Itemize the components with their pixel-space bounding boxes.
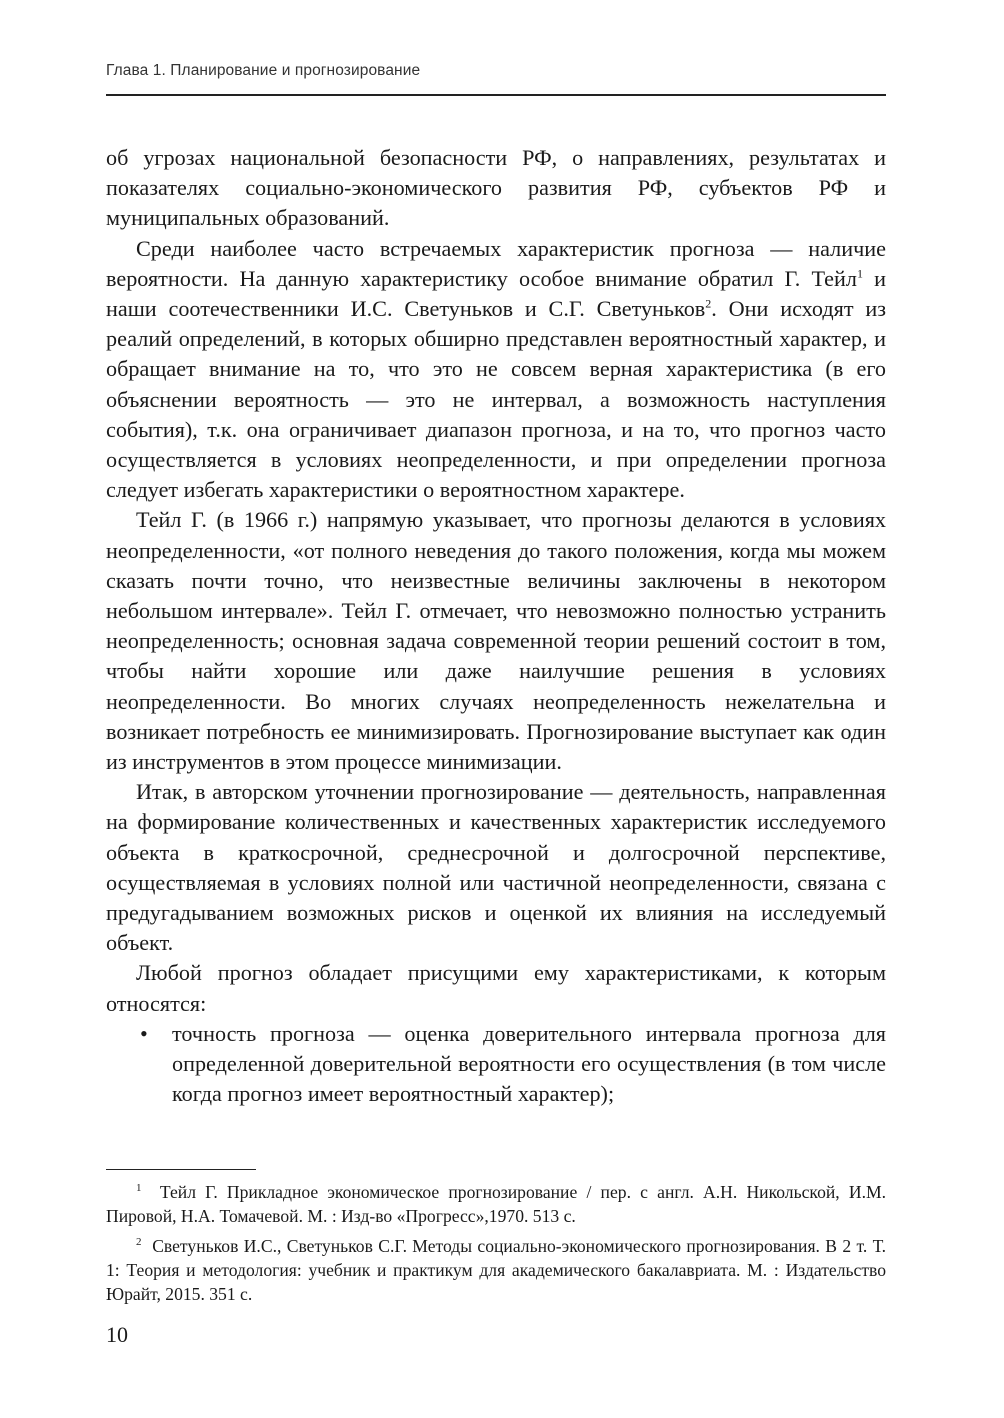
footnote-rule <box>106 1169 256 1170</box>
page-number: 10 <box>106 1322 128 1347</box>
paragraph-2-part-c: . Они исходят из реалий определений, в которых обширно представлен вероятностный характер, и обращает внимание на то, что это не совсем верная характеристика (в его объяснении вероятность — это не интервал, а возможность наступления события), т.к. она ограничивает диапазон прогноза, и на то, что прогноз часто осуществляется в условиях неопределенности, и при определении прогноза следует избегать характеристики о вероятностном характере. <box>106 296 886 503</box>
footnotes <box>106 1180 886 1312</box>
paragraph-2-part-b: и наши соотечественники И.С. Светуньков и С.Г. Светуньков <box>106 265 886 322</box>
paragraph-1: об угрозах национальной безопасности РФ, о направлениях, результатах и показателях социально-экономического развития РФ, субъектов РФ и муниципальных образований. <box>106 145 886 231</box>
footnote-ref-2[interactable]: 2 <box>705 296 712 311</box>
footnote-2-text: Светуньков И.С., Светуньков С.Г. Методы социально-экономического прогнозирования. В 2 т. Т. 1: Теория и методология: учебник и практикум для академического бакалавриата. М. : Издательство Юрайт, 2015. 351 с. <box>106 1236 887 1304</box>
footnote-1 <box>106 1180 886 1228</box>
running-header: Глава 1. Планирование и прогнозирование <box>106 62 421 79</box>
paragraph-4: Итак, в авторском уточнении прогнозирование — деятельность, направленная на формирование количественных и качественных характеристик исследуемого объекта в краткосрочной, среднесрочной и долгосрочной перспективе, осуществляемая в условиях полной или частичной неопределенности, связана с предугадыванием возможных рисков и оценкой их влияния на исследуемый объект. <box>106 779 886 956</box>
paragraph-2-part-a: Среди наиболее часто встречаемых характеристик прогноза — наличие вероятности. На данную характеристику особое внимание обратил Г. Тейл <box>106 235 886 291</box>
footnote-number-2: 2 <box>136 1236 142 1249</box>
bullet-icon: • <box>140 1020 148 1046</box>
paragraph-3: Тейл Г. (в 1966 г.) напрямую указывает, что прогнозы делаются в условиях неопределенности, «от полного неведения до такого положения, когда мы можем сказать почти точно, что неизвестные величины заключены в некотором небольшом интервале». Тейл Г. отмечает, что невозможно полностью устранить неопределенность; основная задача современной теории решений состоит в том, чтобы найти хорошие или даже наилучшие решения в условиях неопределенности. Во многих случаях неопределенность нежелательна и возникает потребность ее минимизировать. Прогнозирование выступает как один из инструментов в этом процессе минимизации. <box>106 507 886 775</box>
list-item-text: точность прогноза — оценка доверительного интервала прогноза для определенной доверительной вероятности его осуществления (в том числе когда прогноз имеет вероятностный характер); <box>172 1020 886 1107</box>
list-item <box>106 1019 886 1110</box>
main-text <box>106 143 886 1110</box>
header-rule <box>106 94 886 96</box>
footnote-number-1: 1 <box>136 1182 142 1195</box>
footnote-ref-1[interactable]: 1 <box>856 266 863 281</box>
paragraph-2 <box>106 234 886 506</box>
characteristics-list <box>106 1019 886 1110</box>
footnote-1-text: Тейл Г. Прикладное экономическое прогнозирование / пер. с англ. А.Н. Никольской, И.М. Пировой, Н.А. Томачевой. М. : Изд-во «Прогресс»,1970. 513 с. <box>106 1182 887 1226</box>
footnote-2 <box>106 1234 886 1306</box>
paragraph-5: Любой прогноз обладает присущими ему характеристиками, к которым относятся: <box>106 960 886 1016</box>
